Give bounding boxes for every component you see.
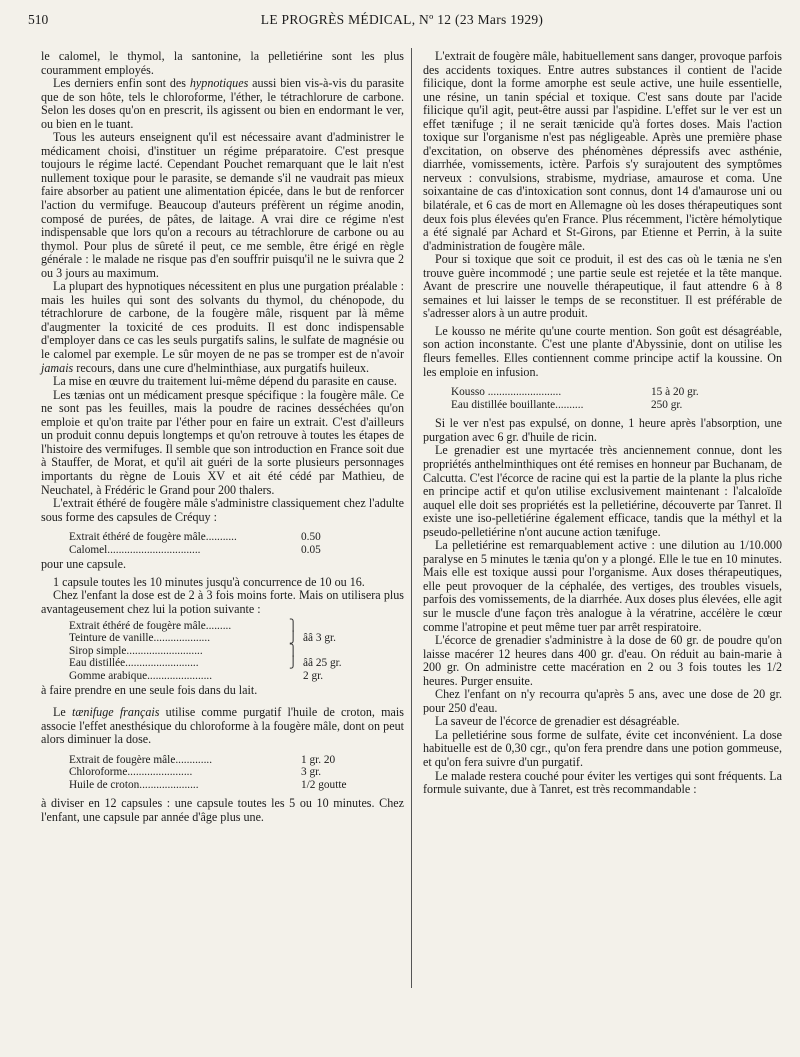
formula-row: Teinture de vanille.................... ⎭ ââ 3 gr. — [69, 632, 336, 645]
paragraph: La pelletiérine est remarquablement active : une dilution au 1/10.000 paralyse en 5 minutes le tænia qu'on y a plongé. Elle le tue en 10 minutes. Mais elle est toxique aussi pour l'organisme. Aux doses thérapeutiques, elle peut provoquer de la céphalée, des vertiges, des troubles visuels, parfois des vomissements, de la diarrhée. Aux doses plus élevées, elle agit sur le muscle d'une façon très analogue à la vératrine, accélère le cœur comme l'atropine et peut même tuer par arrêt respiratoire. — [423, 538, 782, 634]
formula-row: Extrait éthéré de fougère mâle........... 0.50 — [69, 531, 321, 544]
formula-row: Eau distillée.......................... ⎭ ââ 25 gr. — [69, 657, 342, 670]
paragraph: La saveur de l'écorce de grenadier est désagréable. — [435, 714, 680, 729]
right-column — [423, 50, 782, 797]
paragraph: Tous les auteurs enseignent qu'il est nécessaire avant d'administrer le médicament choisi, d'instituer un régime préparatoire. C'est presque toujours le régime lacté. Cependant Pouchet remarquant que le lait n'est nullement toxique pour le parasite, se demande s'il ne vaudrait pas mieux faire absorber au patient une alimentation épicée, dans le but de renforcer l'action du vermifuge. Beaucoup d'auteurs préfèrent un régime anodin, composé de purées, de pâtes, de laitage. A vrai dire ce régime n'est indispensable que lors qu'on a recours au tétrachlorure de carbone ou au thymol. Pour plus de sûreté il peut, ce me semble, être érigé en règle générale : le malade ne risque pas d'en souffrir puisqu'il ne le suivra que 2 ou 3 jours au maximum. — [41, 130, 404, 280]
formula-child-potion — [69, 620, 342, 683]
paragraph: Chez l'enfant on n'y recourra qu'après 5 ans, avec une dose de 20 gr. pour 250 d'eau. — [423, 687, 782, 715]
formula-kousso — [451, 386, 699, 411]
paragraph: Si le ver n'est pas expulsé, on donne, 1 heure après l'absorption, une purgation avec 6 gr. d'huile de ricin. — [423, 416, 782, 444]
formula-row: Chloroforme....................... 3 gr. — [69, 766, 322, 779]
paragraph: Les derniers enfin sont des hypnotiques aussi bien vis-à-vis du parasite que de son hôte, tels le chloroforme, l'éther, le tétrachlorure de carbone. Selon les doses qu'on en prescrit, ils agissent ou bien en endormant le ver, ou bien en le tuant. — [41, 76, 404, 131]
left-column — [41, 50, 404, 825]
formula-row: Gomme arabique....................... 2 gr. — [69, 669, 324, 682]
paragraph: Le tænifuge français utilise comme purgatif l'huile de croton, mais associe l'effet anesthésique du chloroforme à la fougère mâle, dont on peut alors diminuer la dose. — [41, 705, 404, 747]
paragraph: Chez l'enfant la dose est de 2 à 3 fois moins forte. Mais on utilisera plus avantageusement chez lui la potion suivante : — [41, 588, 404, 616]
formula-row: Sirop simple........................... ⎫ — [69, 644, 298, 657]
paragraph: Le malade restera couché pour éviter les vertiges qui sont fréquents. La formule suivante, due à Tanret, est très recommandable : — [423, 768, 782, 797]
page-number: 510 — [28, 12, 49, 27]
paragraph: Pour si toxique que soit ce produit, il est des cas où le tænia ne s'en trouve guère incommodé ; une partie seule est rejetée et la tête manque. Avant de prescrire une nouvelle thérapeutique, il faut attendre 6 à 8 semaines et lui laisser le temps de se reconstituer. Il est préférable de s'adresser alors à un autre produit. — [423, 252, 782, 321]
paragraph: L'extrait de fougère mâle, habituellement sans danger, provoque parfois des accidents toxiques. Entre autres substances il contient de l'acide filicique, dont la forme amorphe est seule active, une huile essentielle, une résine, un tanin spécial et toxique. C'est sans doute par l'acide filicique qu'il agit, peut-être aussi par l'aspidine. L'effet sur le ver est un effet tænifuge ; il ne serait tænicide qu'à fortes doses. Mais l'action toxique sur l'organisme n'est pas négligeable. Après une première phase d'excitation, on observe des phénomènes dépressifs avec asthénie, diarrhée, vomissements, ictère. Parfois s'y surajoutent des symptômes nerveux : convulsions, strabisme, mydriase, amaurose et coma. Une soixantaine de cas d'intoxication sont connus, dont 14 d'amaurose uni ou bilatérale, et 6 cas de mort en Allemagne où les doses thérapeutiques sont deux fois plus élevées qu'en France. Plus récemment, l'ictère hémolytique a été signalé par Achard et St-Girons, par Etienne et Perrin, à la suite d'administration de fougère mâle. — [423, 49, 782, 253]
column-divider — [411, 48, 412, 988]
paragraph: le calomel, le thymol, la santonine, la pelletiérine sont les plus couramment employés. — [41, 49, 404, 77]
formula-taenifuge — [69, 754, 347, 792]
formula-row: Huile de croton..................... 1/2 goutte — [69, 778, 347, 791]
formula-row: Calomel................................. 0.05 — [69, 543, 321, 556]
formula-row: Extrait éthéré de fougère mâle......... ⎫ — [69, 619, 298, 632]
page-header — [28, 12, 776, 34]
paragraph: 1 capsule toutes les 10 minutes jusqu'à concurrence de 10 ou 16. — [53, 574, 365, 589]
formula-row: Extrait de fougère mâle............. 1 gr. 20 — [69, 753, 336, 766]
paragraph: pour une capsule. — [41, 557, 126, 572]
formula-row: Kousso .......................... 15 à 20 gr. — [451, 386, 699, 399]
paragraph: à diviser en 12 capsules : une capsule toutes les 5 ou 10 minutes. Chez l'enfant, une capsule par année d'âge plus une. — [41, 796, 404, 824]
paragraph: L'extrait éthéré de fougère mâle s'administre classiquement chez l'adulte sous forme des capsules de Créquy : — [41, 496, 404, 524]
journal-title: LE PROGRÈS MÉDICAL, Nº 12 (23 Mars 1929) — [260, 12, 544, 27]
paragraph: La plupart des hypnotiques nécessitent en plus une purgation préalable : mais les huiles qui sont des solvants du thymol, du chénopode, du tétrachlorure de carbone, de la fougère mâle, risquent par là même d'augmenter la toxicité de ces produits. Il est donc indispensable d'employer dans ce cas les seuls purgatifs salins, le sulfate de magnésie ou le calomel par exemple. Le sûr moyen de ne pas se tromper est de n'avoir jamais recours, dans une cure d'helminthiase, aux purgatifs huileux. — [41, 279, 404, 375]
paragraph: L'écorce de grenadier s'administre à la dose de 60 gr. de poudre qu'on laisse macérer 12 heures dans 400 gr. d'eau. On réduit au bain-marie à 200 gr. On administre cette macération en 2 ou 3 fois toutes les 1/2 heures. Purger ensuite. — [423, 633, 782, 688]
formula-crequy — [69, 531, 321, 556]
paragraph: La pelletiérine sous forme de sulfate, évite cet inconvénient. La dose habituelle est de 0,30 cgr., qu'on fera prendre dans une potion gommeuse, et qu'on fera suivre d'un purgatif. — [423, 727, 782, 769]
paragraph: à faire prendre en une seule fois dans du lait. — [41, 683, 258, 698]
paragraph: Le kousso ne mérite qu'une courte mention. Son goût est désagréable, son action inconstante. C'est une plante d'Abyssinie, dont on utilise les fleurs femelles. Elles contiennent comme principe actif la koussine. On les emploie en infusion. — [423, 323, 782, 379]
paragraph: Le grenadier est une myrtacée très anciennement connue, dont les propriétés anthelminthiques ont été remises en honneur par Buchanam, de Calcutta. C'est l'écorce de racine qui est la partie de la plante la plus riche en principe actif et qu'on utilise exclusivement maintenant : l'alcaloïde auquel elle doit ses propriétés est la pelletiérine, découverte par Tanret. Il existe une iso-pelletiérine également efficace, tandis que la méthyl et la pseudo-pelletiérine n'ont aucune action tænifuge. — [423, 443, 782, 539]
formula-row: Eau distillée bouillante.......... 250 gr. — [451, 398, 683, 411]
paragraph: Les tænias ont un médicament presque spécifique : la fougère mâle. Ce ne sont pas les feuilles, mais la poudre de racines desséchées qu'on emploie et qu'on traite par l'éther pour en faire un extrait. C'est d'ailleurs un produit connu depuis longtemps et qu'on retrouve à toutes les étapes de l'histoire des vermifuges. Il semble que son introduction en France soit due à Stauffer, de Morat, et qu'il ait guéri de la sorte plusieurs personnages importants du règne de Louis XV et ait été cédé par Mathieu, de Neuchatel, à Frédéric le Grand pour 200 thalers. — [41, 387, 404, 497]
paragraph: La mise en œuvre du traitement lui-même dépend du parasite en cause. — [53, 374, 397, 389]
